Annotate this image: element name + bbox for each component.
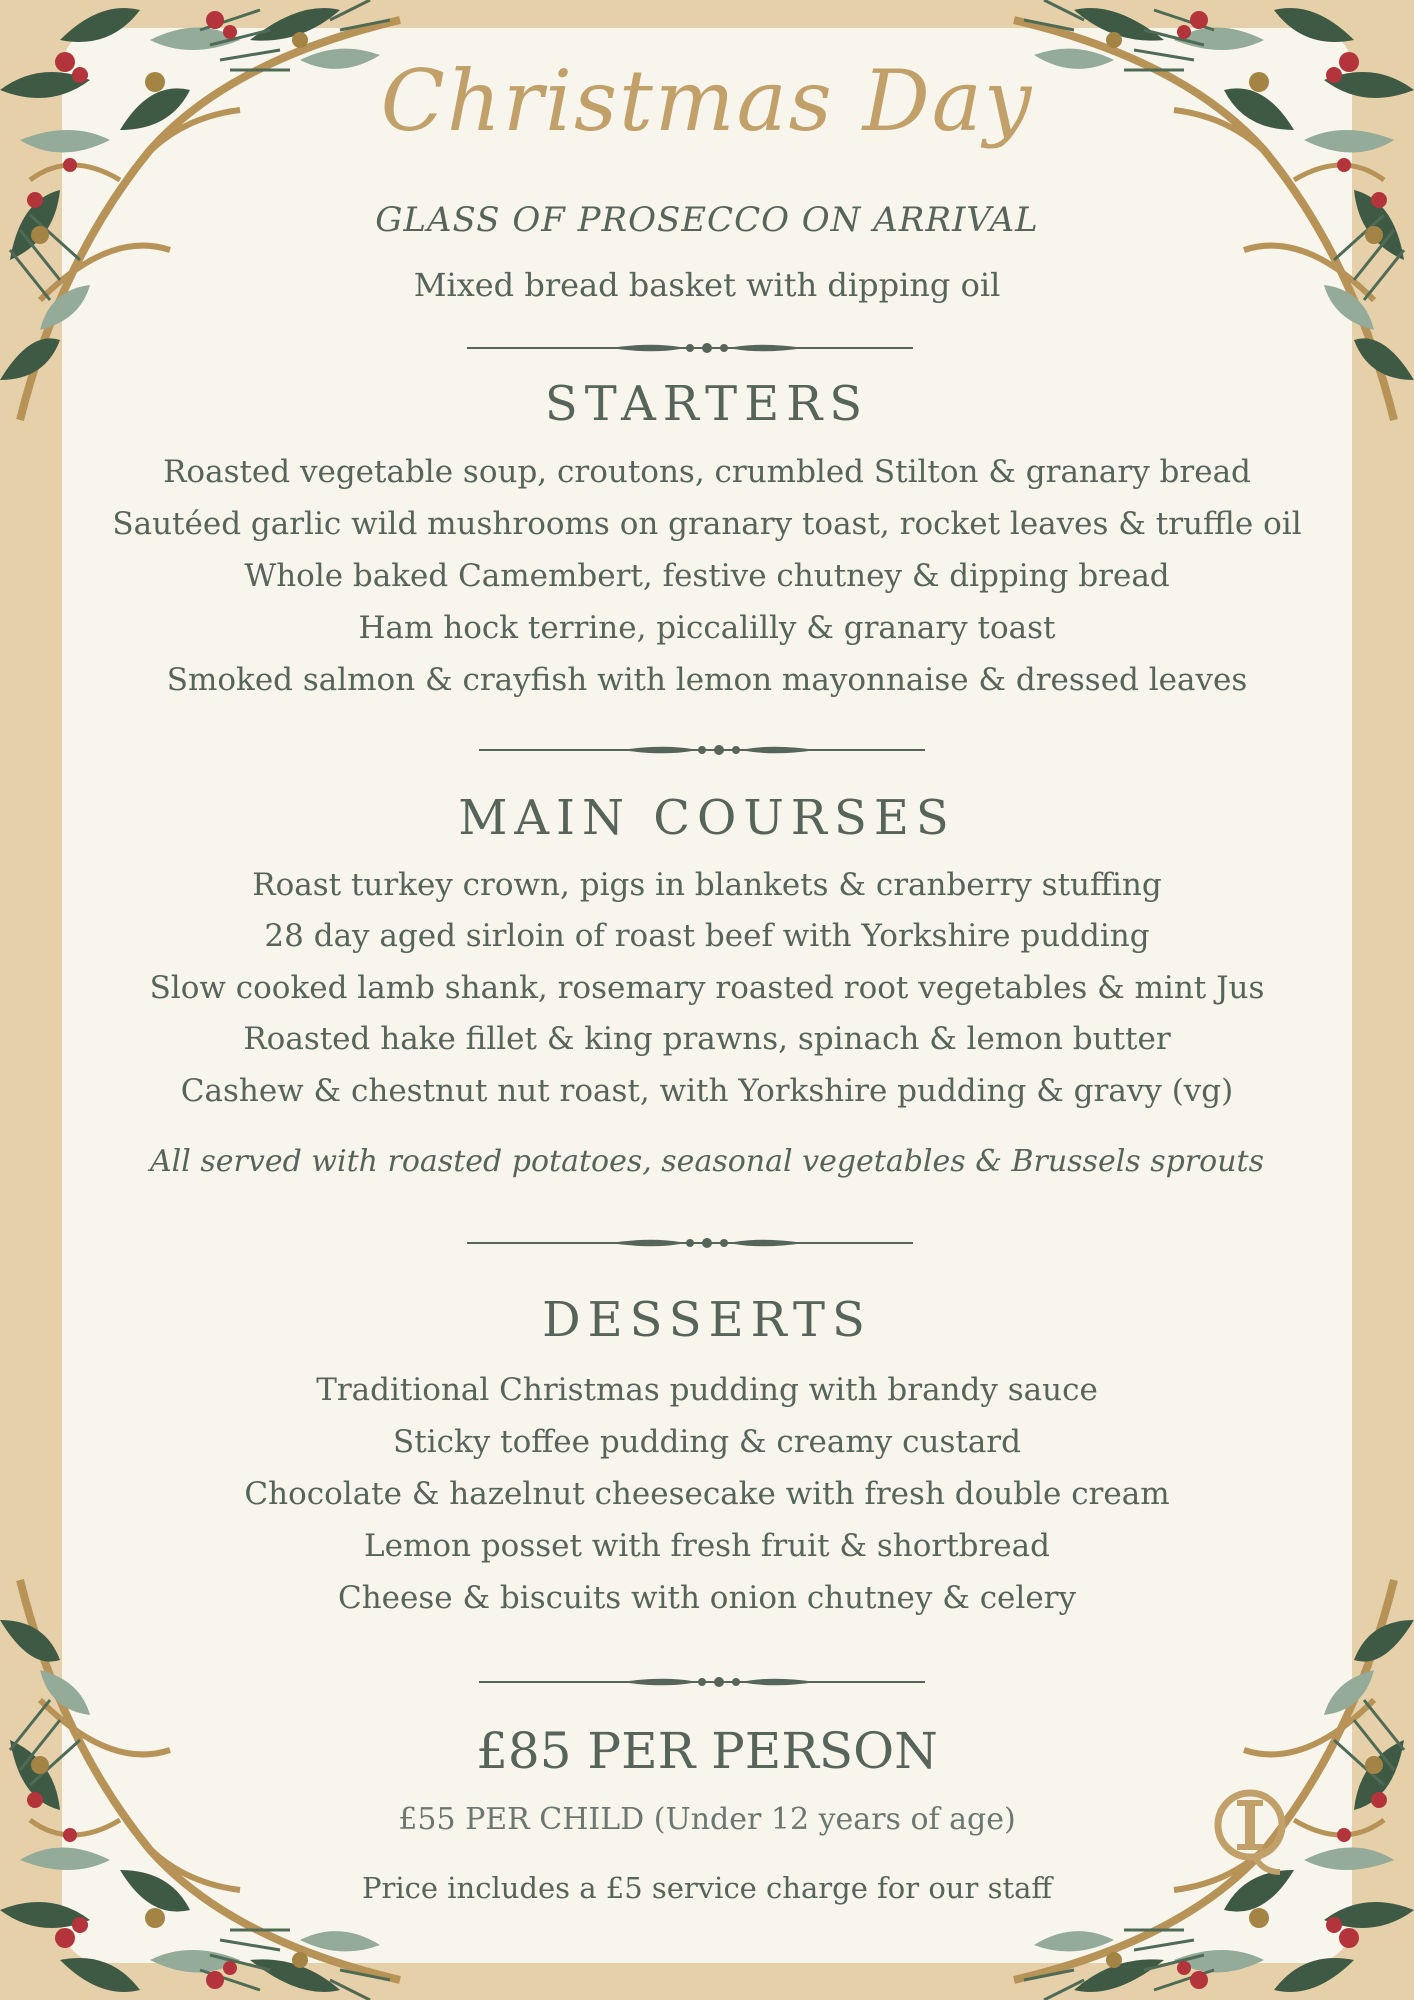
ornamental-divider: [0, 1233, 1414, 1253]
main-courses-note: All served with roasted potatoes, seasonal vegetables & Brussels sprouts: [150, 1144, 1264, 1179]
service-charge-note: Price includes a £5 service charge for our staff: [362, 1871, 1052, 1905]
holly-foliage-corner-bottom-right: [974, 1560, 1414, 2000]
ornamental-divider: [0, 740, 1414, 760]
child-price: £55 PER CHILD (Under 12 years of age): [398, 1802, 1016, 1837]
arrival-note: GLASS OF PROSECCO ON ARRIVAL: [375, 200, 1039, 240]
main-course-item: 28 day aged sirloin of roast beef with Yorkshire pudding: [264, 918, 1150, 954]
starter-item: Smoked salmon & crayfish with lemon mayonnaise & dressed leaves: [166, 662, 1248, 698]
dessert-item: Sticky toffee pudding & creamy custard: [393, 1424, 1021, 1460]
starter-item: Whole baked Camembert, festive chutney & dipping bread: [244, 558, 1170, 594]
dessert-item: Lemon posset with fresh fruit & shortbread: [364, 1528, 1050, 1564]
main-course-item: Slow cooked lamb shank, rosemary roasted root vegetables & mint Jus: [149, 970, 1265, 1006]
menu-title: Christmas Day: [380, 52, 1034, 150]
starter-item: Sautéed garlic wild mushrooms on granary toast, rocket leaves & truffle oil: [112, 506, 1302, 542]
starters-heading: STARTERS: [544, 376, 870, 432]
main-course-item: Roasted hake fillet & king prawns, spinach & lemon butter: [243, 1021, 1171, 1057]
ornamental-divider: [0, 1672, 1414, 1692]
main-course-item: Roast turkey crown, pigs in blankets & cranberry stuffing: [252, 867, 1162, 903]
adult-price: £85 PER PERSON: [476, 1722, 938, 1780]
dessert-item: Traditional Christmas pudding with brandy sauce: [316, 1372, 1098, 1408]
qi-monogram-icon: [1210, 1780, 1290, 1880]
starter-item: Roasted vegetable soup, croutons, crumbled Stilton & granary bread: [163, 454, 1251, 490]
holly-foliage-corner-bottom-left: [0, 1560, 440, 2000]
main-course-item: Cashew & chestnut nut roast, with Yorkshire pudding & gravy (vg): [180, 1073, 1234, 1109]
starter-item: Ham hock terrine, piccalilly & granary toast: [358, 610, 1056, 646]
bread-basket: Mixed bread basket with dipping oil: [413, 266, 1001, 304]
ornamental-divider: [0, 338, 1414, 358]
main-courses-heading: MAIN COURSES: [458, 790, 956, 846]
dessert-item: Chocolate & hazelnut cheesecake with fresh double cream: [244, 1476, 1170, 1512]
dessert-item: Cheese & biscuits with onion chutney & celery: [338, 1580, 1076, 1616]
desserts-heading: DESSERTS: [542, 1292, 872, 1348]
